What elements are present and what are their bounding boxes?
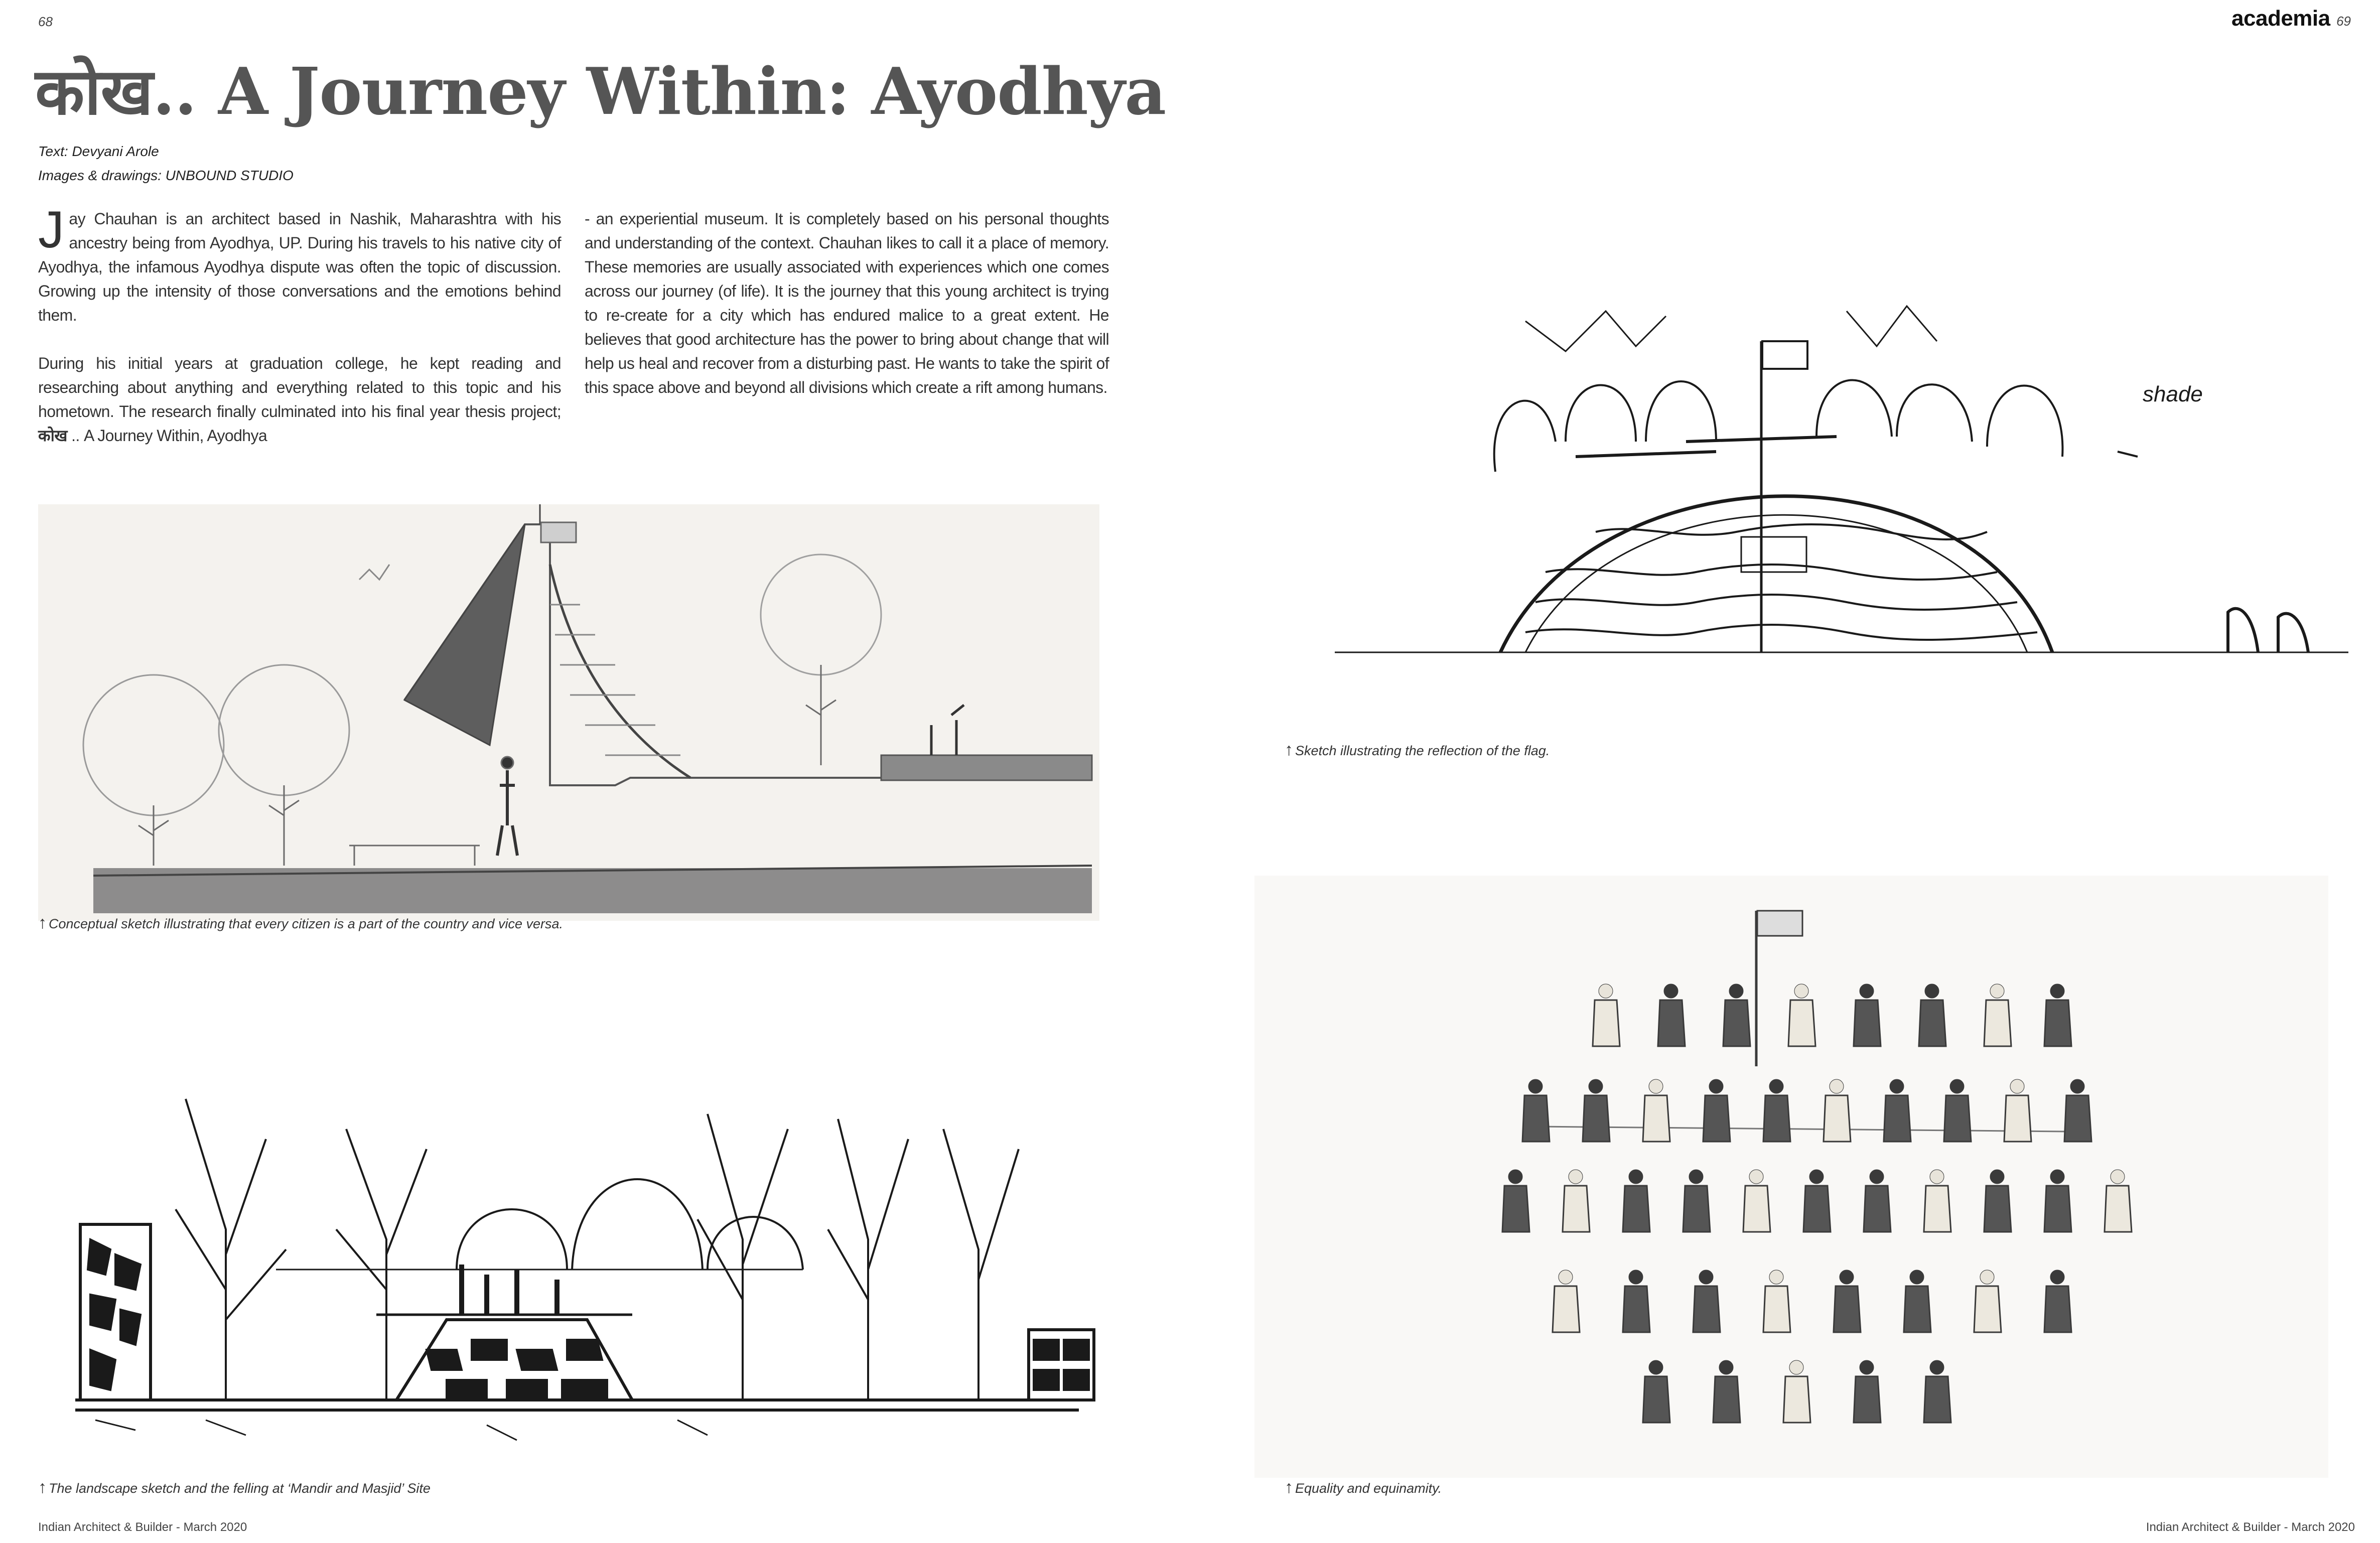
caption-arrow: ↑ <box>1285 1478 1293 1497</box>
crowd-figure-head <box>1925 984 1939 998</box>
crowd-figure-body <box>1783 1376 1810 1423</box>
crowd-figure-head <box>2070 1079 2084 1093</box>
crowd-figure-head <box>1699 1270 1713 1284</box>
crowd-figure-body <box>1623 1286 1650 1332</box>
left-page-number: 68 <box>38 14 53 29</box>
crowd-figure-body <box>1583 1095 1610 1142</box>
caption-arrow: ↑ <box>1285 740 1293 759</box>
ink-drawing <box>1335 306 2348 652</box>
crowd-figure-head <box>1709 1079 1723 1093</box>
crowd-figure-head <box>1890 1079 1904 1093</box>
caption-text: Sketch illustrating the reflection of the flag. <box>1295 743 1550 758</box>
crowd-figure-head <box>1809 1170 1824 1184</box>
stone-texture <box>88 1239 141 1390</box>
crowd-figure-head <box>1794 984 1808 998</box>
stone-stack-blocks <box>1034 1340 1089 1390</box>
crowd-figure-body <box>2044 1186 2071 1232</box>
caption-arrow: ↑ <box>38 1478 47 1497</box>
body-paragraph: - an experiential museum. It is completely based on his personal thoughts and understanding of the context. Chauhan likes to call it a place of memory. These memories are usually associated with experiences which one comes across our journey (of life). It is the journey that this young architect is trying to re-create for a city which has endured malice to a great extent. He believes that good architecture has the power to bring about change that will help us heal and recover from a disturbing past. He wants to take the spirit of this space above and beyond all divisions which create a rift among humans. <box>585 210 1109 396</box>
bare-tree <box>336 1129 427 1400</box>
platform-stones <box>427 1340 607 1397</box>
tree-canopy <box>1816 380 1892 437</box>
crowd-figure-body <box>1984 1186 2011 1232</box>
crowd-figure-body <box>1713 1376 1740 1423</box>
page-header-right <box>2231 6 2351 31</box>
crowd-figure-body <box>1763 1095 1790 1142</box>
crowd-figure-head <box>2111 1170 2125 1184</box>
crowd-figure-body <box>2105 1186 2132 1232</box>
crowd-figure-head <box>1689 1170 1703 1184</box>
flag <box>1757 911 1802 936</box>
body-column-1 <box>38 201 561 472</box>
annotation-leader <box>2118 452 2138 457</box>
flag <box>541 522 576 542</box>
dome <box>572 1179 703 1270</box>
crowd-figure-head <box>1629 1270 1643 1284</box>
seated-figure <box>2228 609 2258 652</box>
crowd-figure-body <box>1803 1186 1831 1232</box>
body-paragraph <box>38 351 561 448</box>
crowd-figure-head <box>1749 1170 1763 1184</box>
crowd-figure-body <box>1788 1000 1815 1046</box>
crowd-figure-head <box>1840 1270 1854 1284</box>
flag-reflection <box>1741 537 1806 572</box>
person-head <box>501 757 513 769</box>
crowd-figure-body <box>1904 1286 1931 1332</box>
standing-figures <box>462 1265 557 1315</box>
shade-annotation: shade <box>2143 382 2203 406</box>
citizen-country-sketch <box>38 504 1099 921</box>
tree-canopy <box>1987 386 2062 457</box>
equality-sketch <box>1254 876 2328 1478</box>
right-page-number: 69 <box>2336 14 2351 29</box>
crowd-figure-body <box>1924 1186 1951 1232</box>
body-paragraph <box>38 201 561 327</box>
caption-text: Equality and equinamity. <box>1295 1481 1442 1496</box>
crowd-figure-head <box>1789 1360 1803 1374</box>
crowd-figure-body <box>1864 1186 1891 1232</box>
crowd-figure-head <box>1719 1360 1733 1374</box>
crowd-figure-head <box>1629 1170 1643 1184</box>
caption-text: Conceptual sketch illustrating that every citizen is a part of the country and vice versa. <box>49 916 564 931</box>
footer-right: Indian Architect & Builder - March 2020 <box>2146 1520 2355 1534</box>
paragraph-text: ay Chauhan is an architect based in Nashik, Maharashtra with his ancestry being from Ayodhya, UP. During his travels to his native city of Ayodhya, the infamous Ayodhya dispute was often the topic of discussion. Growing up the intensity of those conversations and the emotions behind them. <box>38 210 561 324</box>
crowd-figure-head <box>1990 984 2004 998</box>
tree-canopy <box>1897 384 1972 442</box>
crowd-figure-body <box>1854 1376 1881 1423</box>
crowd-figure-body <box>1623 1186 1650 1232</box>
crowd-figure-head <box>1528 1079 1543 1093</box>
crowd-figure-head <box>1649 1360 1663 1374</box>
crowd-figure-body <box>1643 1376 1670 1423</box>
birds-scribble <box>1525 306 1937 351</box>
caption-citizen-country <box>38 913 563 933</box>
flag-reflection-sketch <box>1335 291 2358 682</box>
crowd-figure-body <box>1723 1000 1750 1046</box>
crowd-figure-head <box>1729 984 1743 998</box>
crowd-figure-body <box>1703 1095 1730 1142</box>
crowd-figure-head <box>1980 1270 1994 1284</box>
crowd-figure-head <box>1990 1170 2004 1184</box>
bare-tree <box>697 1114 788 1400</box>
crowd-figure-body <box>1834 1286 1861 1332</box>
crowd-figure-body <box>1824 1095 1851 1142</box>
crowd-figure-head <box>1649 1079 1663 1093</box>
crowd-figure-body <box>1854 1000 1881 1046</box>
crowd-figure-body <box>1763 1286 1790 1332</box>
tree-canopy <box>1566 385 1636 442</box>
bare-tree <box>176 1099 286 1400</box>
crowd-figure-head <box>1559 1270 1573 1284</box>
article-title: कोख.. A Journey Within: Ayodhya <box>35 54 1166 129</box>
caption-text: The landscape sketch and the felling at ‘Mandir and Masjid’ Site <box>49 1481 431 1496</box>
crowd-figure-body <box>1522 1095 1550 1142</box>
crowd-figure-body <box>1884 1095 1911 1142</box>
crowd-figure-body <box>2004 1095 2031 1142</box>
crowd-figure-body <box>2044 1000 2071 1046</box>
dome <box>457 1209 567 1270</box>
crowd-figure-body <box>1984 1000 2011 1046</box>
tree-canopy <box>1494 401 1556 472</box>
crowd-figure-body <box>1502 1186 1529 1232</box>
crowd-figure-head <box>2050 1170 2064 1184</box>
crowd-figure-body <box>1553 1286 1580 1332</box>
water-line <box>1525 625 2037 640</box>
paragraph-text: .. A Journey Within, Ayodhya <box>67 427 267 445</box>
crowd-figure-head <box>1860 1360 1874 1374</box>
water-line <box>1535 595 2017 610</box>
crowd-figure-head <box>2050 984 2064 998</box>
crowd-figure-body <box>1924 1376 1951 1423</box>
crowd-figure-head <box>1769 1270 1783 1284</box>
footer-left: Indian Architect & Builder - March 2020 <box>38 1520 247 1534</box>
tree-canopy <box>1646 381 1716 442</box>
landscape-sketch <box>75 1039 1099 1480</box>
crowd-figure-head <box>1589 1079 1603 1093</box>
bare-tree <box>943 1129 1019 1400</box>
crowd-figure-head <box>1930 1360 1944 1374</box>
caption-flag-reflection <box>1285 740 1550 760</box>
caption-landscape <box>38 1478 431 1497</box>
crowd-figure-head <box>1910 1270 1924 1284</box>
crowd-figure-body <box>1563 1186 1590 1232</box>
crowd-figure-body <box>1919 1000 1946 1046</box>
caption-equality <box>1285 1478 1442 1497</box>
bare-tree <box>828 1119 908 1400</box>
hindi-word: कोख <box>38 427 67 445</box>
platform <box>881 755 1092 780</box>
seated-figure <box>2278 614 2308 652</box>
paragraph-text: During his initial years at graduation college, he kept reading and researching about anything and everything related to this topic and his hometown. The research finally culminated into his final year thesis project; <box>38 354 561 420</box>
crowd-figure-head <box>1930 1170 1944 1184</box>
crowd-figure-head <box>1830 1079 1844 1093</box>
crowd-figure-body <box>2044 1286 2071 1332</box>
body-column-2 <box>585 207 1109 424</box>
crowd-figure-head <box>1508 1170 1522 1184</box>
crowd-figure-head <box>1950 1079 1964 1093</box>
article-credits <box>38 139 294 188</box>
crowd-figure-head <box>2010 1079 2024 1093</box>
canopy-hatch <box>1576 437 1837 457</box>
flag <box>1762 341 1807 369</box>
crowd-figure-head <box>1870 1170 1884 1184</box>
crowd-figure-head <box>2050 1270 2064 1284</box>
crowd-figure-body <box>1743 1186 1770 1232</box>
crowd-figure-head <box>1860 984 1874 998</box>
crowd-figure-body <box>1693 1286 1720 1332</box>
crowd-figure-body <box>1974 1286 2001 1332</box>
crowd-figure-body <box>2064 1095 2091 1142</box>
crowd-figure-body <box>1683 1186 1710 1232</box>
drop-cap: J <box>38 201 64 259</box>
crowd-figure-body <box>1593 1000 1620 1046</box>
crowd-figure-body <box>1643 1095 1670 1142</box>
crowd-figure-head <box>1769 1079 1783 1093</box>
crowd-figure-head <box>1569 1170 1583 1184</box>
section-label: academia <box>2231 6 2330 31</box>
ground-scribble <box>95 1420 708 1440</box>
credit-text: Text: Devyani Arole <box>38 144 159 159</box>
ink-drawing <box>75 1099 1094 1440</box>
sketch-paper <box>38 504 1099 921</box>
crowd-figure-head <box>1599 984 1613 998</box>
credit-images: Images & drawings: UNBOUND STUDIO <box>38 168 294 183</box>
caption-arrow: ↑ <box>38 913 47 932</box>
crowd-figure-head <box>1664 984 1678 998</box>
crowd-figure-body <box>1944 1095 1971 1142</box>
crowd-figure-body <box>1658 1000 1685 1046</box>
